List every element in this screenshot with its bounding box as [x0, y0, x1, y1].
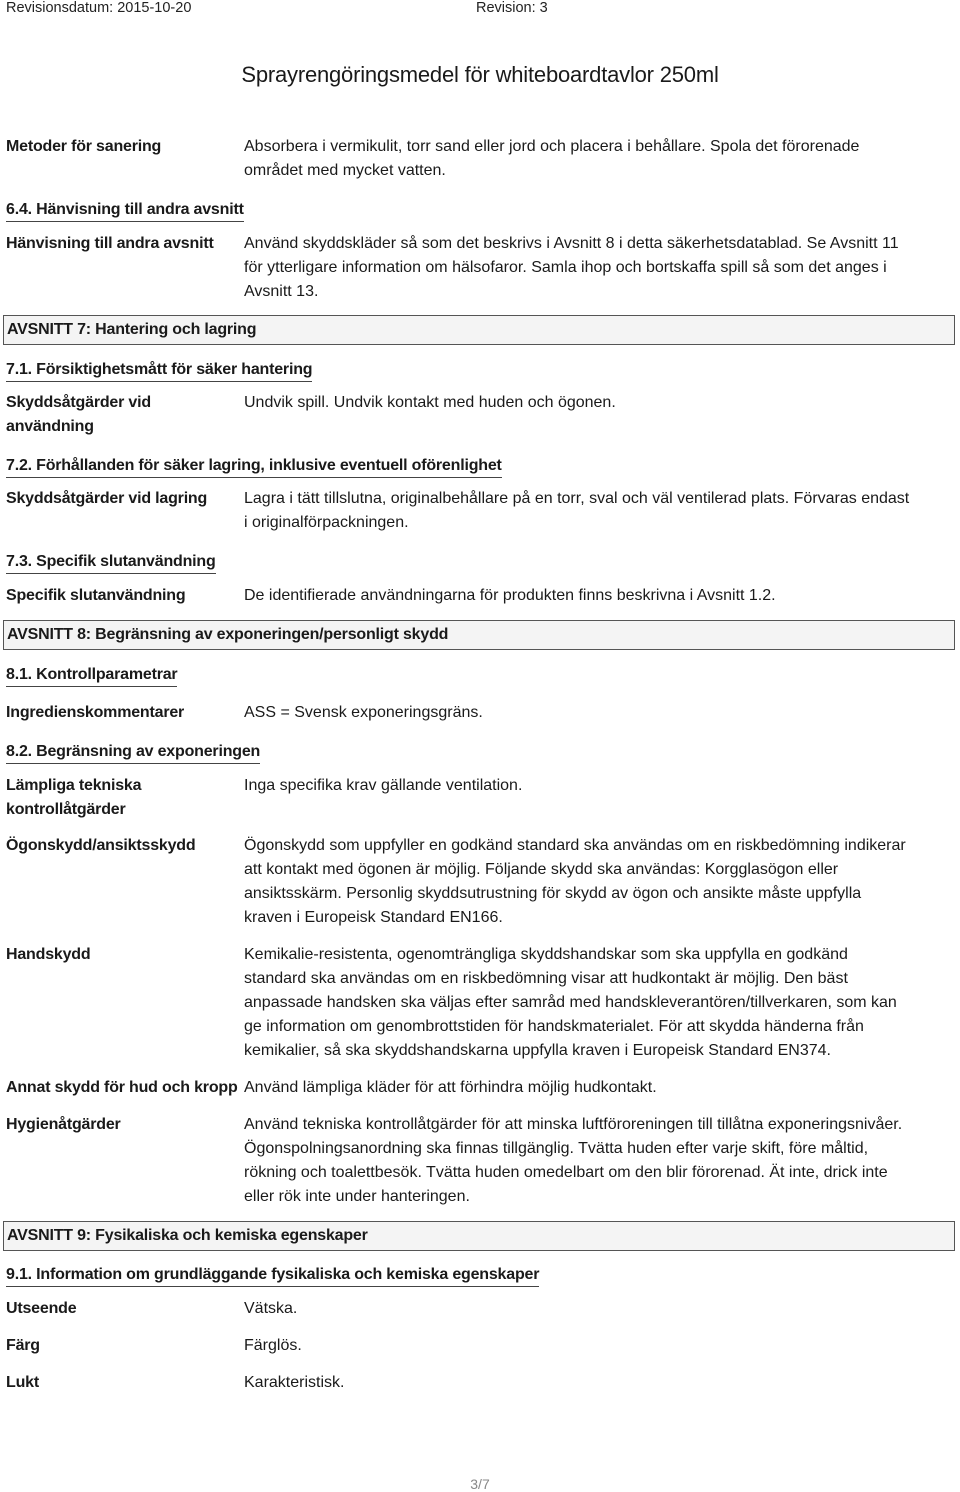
hand-line-1: Kemikalie-resistenta, ogenomträngliga skyddshandskar som ska uppfylla en godkänd — [244, 946, 848, 963]
hygiene-value — [244, 1113, 956, 1209]
eye-line-2: att kontakt med ögonen är möjlig. Följande skydd ska användas: Korgglasögon eller — [244, 861, 839, 878]
subsection-6-4: 6.4. Hänvisning till andra avsnitt — [6, 199, 244, 222]
subsection-9-1: 9.1. Information om grundläggande fysikaliska och kemiska egenskaper — [6, 1264, 539, 1287]
storage-line-1: Lagra i tätt tillslutna, originalbehållare på en torr, sval och väl ventilerad plats. Förvaras endast — [244, 490, 910, 507]
skin-label: Annat skydd för hud och kropp — [6, 1079, 238, 1096]
reference-value — [244, 232, 956, 304]
hand-line-4: ge information om genombrottstiden för handskmaterialet. För att skydda händerna från — [244, 1018, 864, 1035]
storage-value — [244, 487, 956, 535]
hand-value — [244, 943, 956, 1063]
subsection-7-3: 7.3. Specifik slutanvändning — [6, 551, 216, 574]
reference-line-1: Använd skyddskläder så som det beskrivs i Avsnitt 8 i detta säkerhetsdatablad. Se Avsnitt 11 — [244, 235, 899, 252]
section-8-heading: AVSNITT 8: Begränsning av exponeringen/personligt skydd — [3, 620, 955, 650]
methods-value — [244, 135, 956, 183]
methods-line-1: Absorbera i vermikulit, torr sand eller jord och placera i behållare. Spola det förorenade — [244, 138, 860, 155]
hand-line-5: kemikalier, så ska skyddshandskarna uppfylla kraven i Europeisk Standard EN374. — [244, 1042, 831, 1059]
ingredients-label: Ingredienskommentarer — [6, 704, 185, 721]
reference-line-3: Avsnitt 13. — [244, 283, 319, 300]
revision-date: Revisionsdatum: 2015-10-20 — [6, 0, 192, 16]
section-9-heading: AVSNITT 9: Fysikaliska och kemiska egenskaper — [3, 1221, 955, 1251]
hand-line-3: anpassade handsken ska väljas efter samråd med handskleverantören/tillverkaren, som kan — [244, 994, 897, 1011]
subsection-8-2: 8.2. Begränsning av exponeringen — [6, 741, 260, 764]
appearance-value: Vätska. — [244, 1300, 298, 1317]
revision-number: Revision: 3 — [476, 0, 548, 16]
color-value: Färglös. — [244, 1337, 302, 1354]
eye-line-1: Ögonskydd som uppfyller en godkänd standard ska användas om en riskbedömning indikerar — [244, 837, 906, 854]
use-value: Undvik spill. Undvik kontakt med huden och ögonen. — [244, 394, 616, 411]
use-label-line-1: Skyddsåtgärder vid — [6, 394, 151, 411]
eye-label: Ögonskydd/ansiktsskydd — [6, 837, 196, 854]
eye-line-3: ansiktsskärm. Personlig skyddsutrustning för skydd av ögon och ansikte måste uppfylla — [244, 885, 862, 902]
odor-label: Lukt — [6, 1374, 39, 1391]
ingredients-value: ASS = Svensk exponeringsgräns. — [244, 704, 483, 721]
use-label-line-2: användning — [6, 418, 94, 435]
reference-label: Hänvisning till andra avsnitt — [6, 235, 214, 252]
tech-label — [6, 774, 241, 822]
eye-line-4: kraven i Europeisk Standard EN166. — [244, 909, 503, 926]
use-label — [6, 391, 241, 439]
storage-label: Skyddsåtgärder vid lagring — [6, 490, 208, 507]
storage-line-2: i originalförpackningen. — [244, 514, 409, 531]
odor-value: Karakteristisk. — [244, 1374, 345, 1391]
skin-value: Använd lämpliga kläder för att förhindra möjlig hudkontakt. — [244, 1079, 657, 1096]
tech-label-line-2: kontrollåtgärder — [6, 801, 126, 818]
color-label: Färg — [6, 1337, 40, 1354]
reference-line-2: för ytterligare information om hälsofaror. Samla ihop och bortskaffa spill så som det anges i — [244, 259, 887, 276]
subsection-8-1: 8.1. Kontrollparametrar — [6, 664, 177, 687]
hygiene-line-4: eller rök inte under hanteringen. — [244, 1188, 470, 1205]
tech-value: Inga specifika krav gällande ventilation. — [244, 777, 523, 794]
enduse-value: De identifierade användningarna för produkten finns beskrivna i Avsnitt 1.2. — [244, 587, 776, 604]
subsection-7-2: 7.2. Förhållanden för säker lagring, inklusive eventuell oförenlighet — [6, 455, 502, 478]
hand-label: Handskydd — [6, 946, 91, 963]
appearance-label: Utseende — [6, 1300, 77, 1317]
section-7-heading: AVSNITT 7: Hantering och lagring — [3, 315, 955, 345]
hygiene-line-3: rökning och toalettbesök. Tvätta huden omedelbart om den blir förorenad. Ät inte, drick inte — [244, 1164, 888, 1181]
hygiene-label: Hygienåtgärder — [6, 1116, 121, 1133]
subsection-7-1: 7.1. Försiktighetsmått för säker hantering — [6, 359, 312, 382]
enduse-label: Specifik slutanvändning — [6, 587, 186, 604]
page-number: 3/7 — [470, 1476, 490, 1492]
methods-line-2: området med mycket vatten. — [244, 162, 446, 179]
eye-value — [244, 834, 956, 930]
methods-label: Metoder för sanering — [6, 138, 162, 155]
hygiene-line-2: Ögonspolningsanordning ska finnas tillgänglig. Tvätta huden efter varje skift, före måltid, — [244, 1140, 869, 1157]
tech-label-line-1: Lämpliga tekniska — [6, 777, 142, 794]
document-title: Sprayrengöringsmedel för whiteboardtavlor 250ml — [241, 62, 719, 87]
hygiene-line-1: Använd tekniska kontrollåtgärder för att minska luftföroreningen till tillåtna exponeringsnivåer. — [244, 1116, 903, 1133]
hand-line-2: standard ska användas om en riskbedömning visar att hudkontakt är möjlig. Den bäst — [244, 970, 848, 987]
